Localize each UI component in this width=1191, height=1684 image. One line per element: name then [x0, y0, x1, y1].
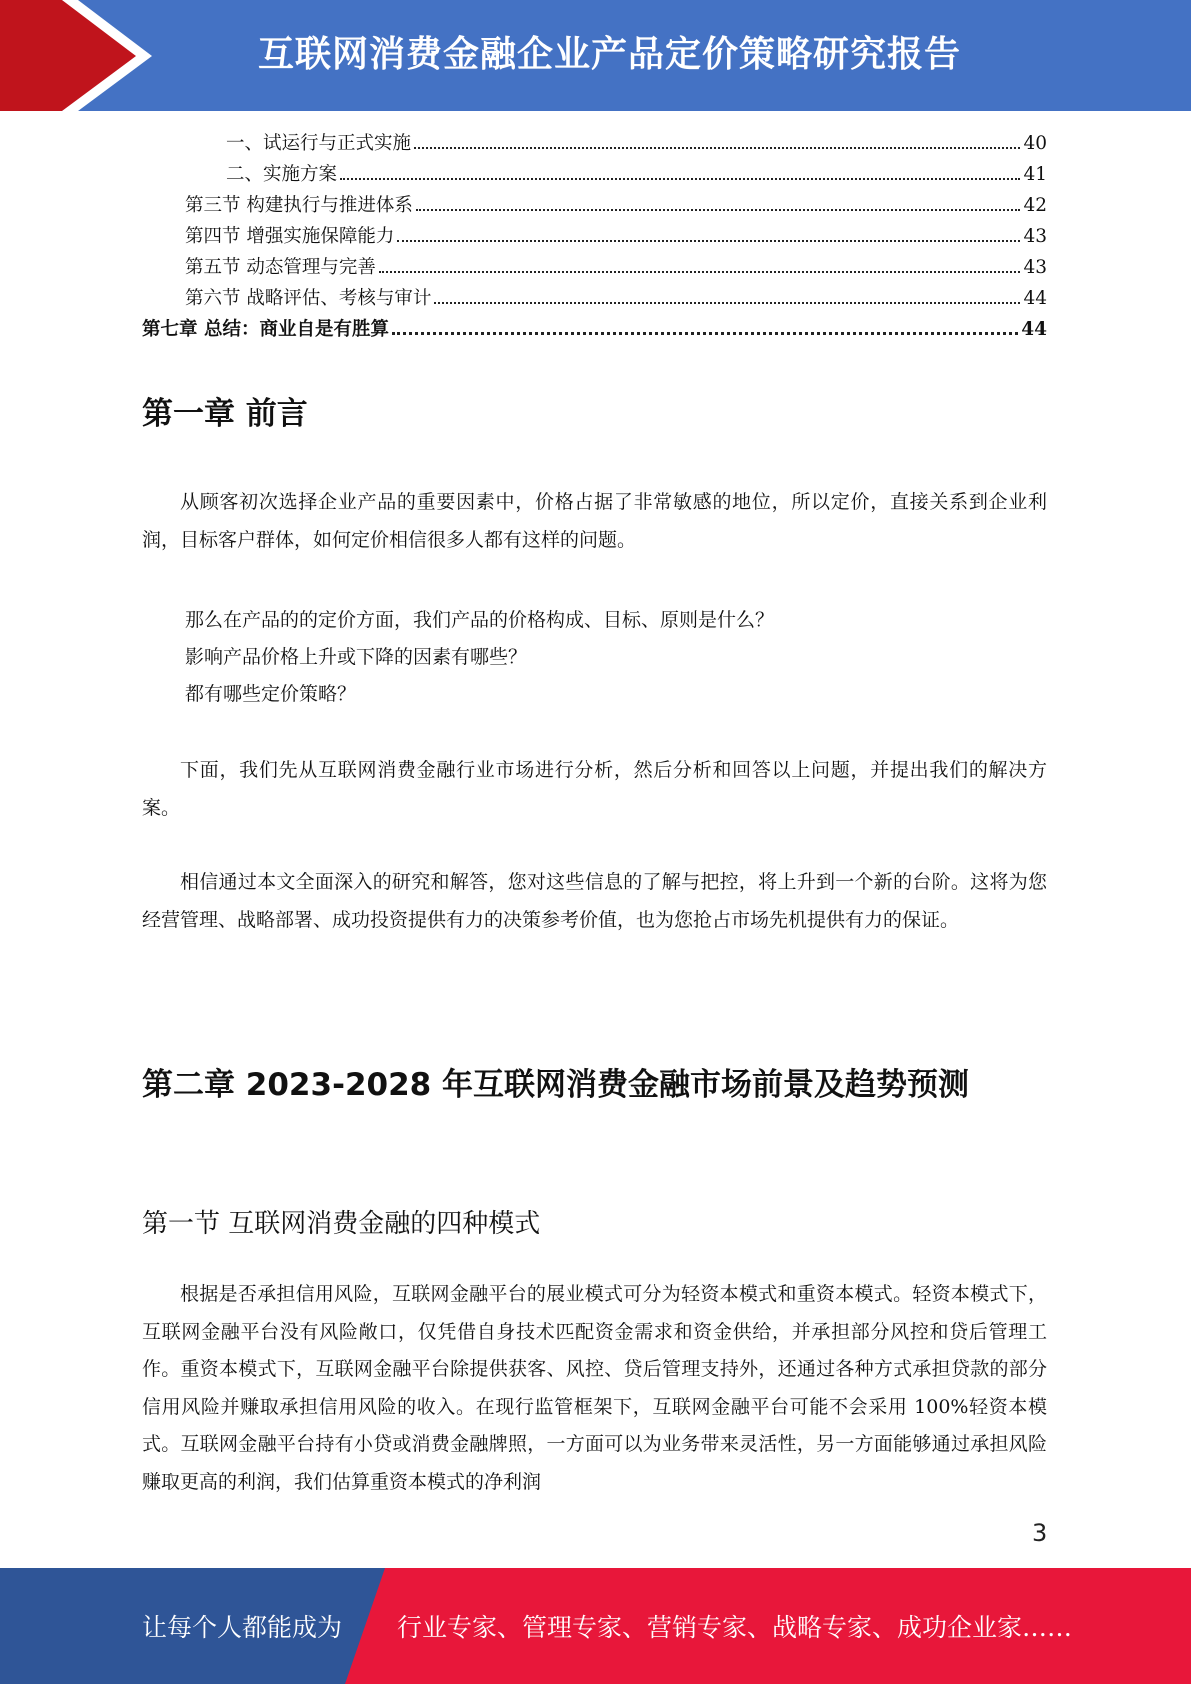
section-1-paragraph: 根据是否承担信用风险，互联网金融平台的展业模式可分为轻资本模式和重资本模式。轻资本模式下，互联网金融平台没有风险敞口，仅凭借自身技术匹配资金需求和资金供给，并承担部分风控和贷后管理工作。重资本模式下，互联网金融平台除提供获客、风控、贷后管理支持外，还通过各种方式承担贷款的部分信用风险并赚取承担信用风险的收入。在现行监管框架下，互联网金融平台可能不会采用 100%轻资本模式。互联网金融平台持有小贷或消费金融牌照，一方面可以为业务带来灵活性，另一方面能够通过承担风险赚取更高的利润，我们估算重资本模式的净利润	[142, 1283, 1047, 1493]
toc-entry-page: 44	[1023, 288, 1047, 309]
question-1: 那么在产品的的定价方面，我们产品的价格构成、目标、原则是什么？	[185, 609, 775, 631]
chapter-2-heading: 第二章 2023-2028 年互联网消费金融市场前景及趋势预测	[142, 1067, 970, 1103]
toc-leader-dots	[414, 147, 1020, 149]
toc-entry[interactable]	[142, 160, 1047, 191]
footer-banner	[0, 1568, 1191, 1684]
toc-entry[interactable]	[142, 191, 1047, 222]
footer-slogan-left: 让每个人都能成为	[142, 1613, 343, 1642]
toc-entry-page: 41	[1023, 164, 1047, 185]
toc-leader-dots	[416, 209, 1021, 211]
toc-entry[interactable]	[142, 253, 1047, 284]
report-header-banner	[0, 0, 1191, 111]
toc-entry-page: 42	[1023, 195, 1047, 216]
toc-leader-dots	[392, 332, 1018, 335]
toc-entry-page: 43	[1023, 257, 1047, 278]
toc-entry[interactable]	[142, 129, 1047, 160]
toc-entry-label: 第三节 构建执行与推进体系	[185, 195, 413, 216]
report-title: 互联网消费金融企业产品定价策略研究报告	[258, 34, 962, 75]
toc-entry-page: 44	[1021, 319, 1047, 340]
chapter-1-heading: 第一章 前言	[142, 396, 308, 432]
toc-entry-label: 第六节 战略评估、考核与审计	[185, 288, 432, 309]
table-of-contents	[142, 129, 1047, 346]
toc-entry-label: 二、实施方案	[226, 164, 338, 185]
toc-leader-dots	[397, 240, 1020, 242]
toc-leader-dots	[434, 302, 1020, 304]
toc-entry-label: 第四节 增强实施保障能力	[185, 226, 395, 247]
toc-entry-page: 40	[1023, 133, 1047, 154]
toc-leader-dots	[379, 271, 1021, 273]
chapter-1-paragraph-2: 下面，我们先从互联网消费金融行业市场进行分析，然后分析和回答以上问题，并提出我们的解决方案。	[142, 759, 1047, 819]
toc-entry[interactable]	[142, 222, 1047, 253]
chapter-1-paragraph-1: 从顾客初次选择企业产品的重要因素中，价格占据了非常敏感的地位，所以定价，直接关系到企业利润，目标客户群体，如何定价相信很多人都有这样的问题。	[142, 491, 1047, 551]
footer-slogan-right: 行业专家、管理专家、营销专家、战略专家、成功企业家……	[397, 1613, 1073, 1642]
section-1-heading: 第一节 互联网消费金融的四种模式	[142, 1209, 541, 1239]
toc-entry-label: 第七章 总结：商业自是有胜算	[142, 319, 389, 340]
toc-leader-dots	[340, 178, 1020, 180]
toc-entry[interactable]	[142, 284, 1047, 315]
toc-entry-label: 第五节 动态管理与完善	[185, 257, 376, 278]
page-number: 3	[1032, 1519, 1048, 1547]
question-3: 都有哪些定价策略？	[185, 683, 357, 705]
toc-entry-page: 43	[1023, 226, 1047, 247]
question-2: 影响产品价格上升或下降的因素有哪些？	[185, 646, 528, 668]
toc-entry-label: 一、试运行与正式实施	[226, 133, 412, 154]
chapter-1-paragraph-3: 相信通过本文全面深入的研究和解答，您对这些信息的了解与把控，将上升到一个新的台阶。这将为您经营管理、战略部署、成功投资提供有力的决策参考价值，也为您抢占市场先机提供有力的保证。	[142, 871, 1047, 931]
toc-entry-chapter[interactable]	[142, 315, 1047, 346]
